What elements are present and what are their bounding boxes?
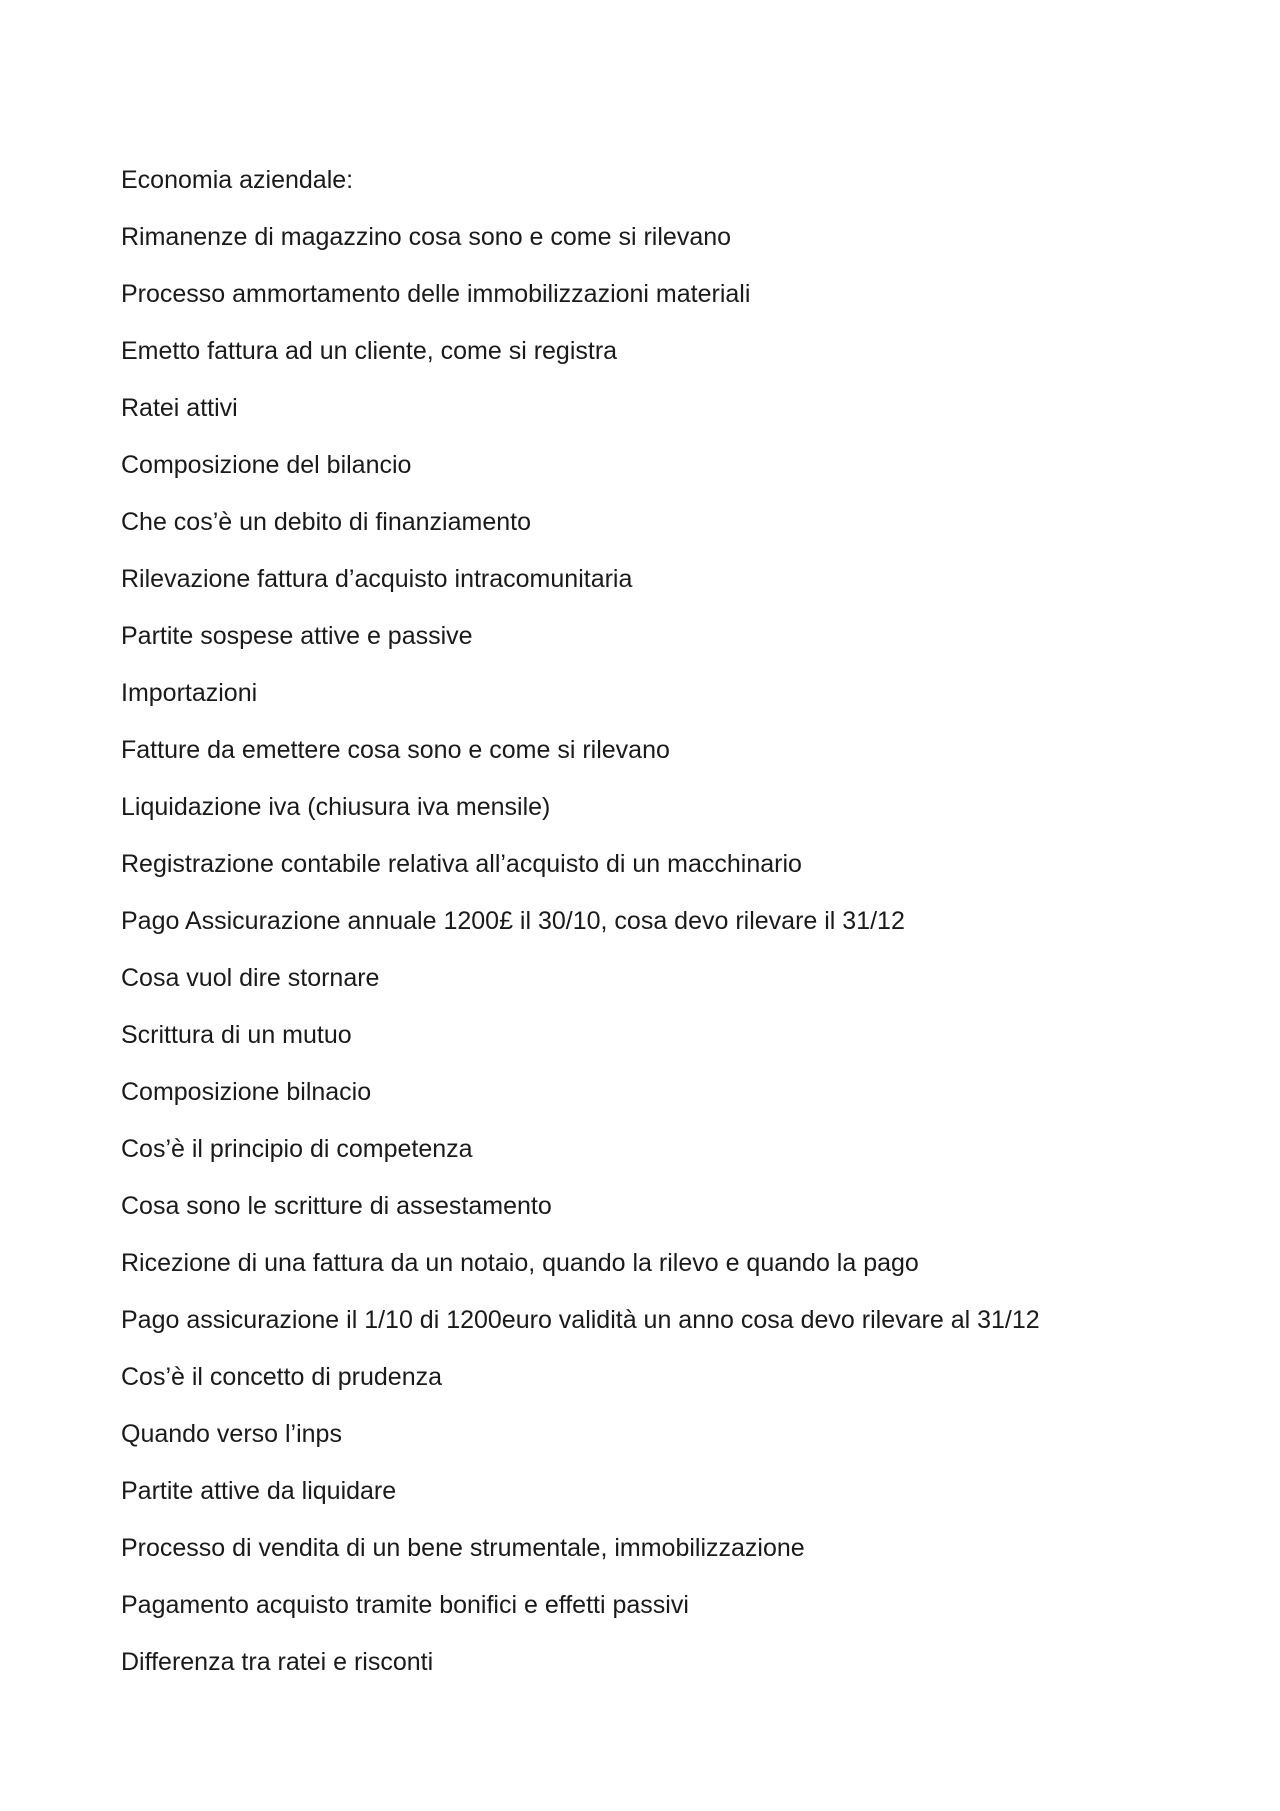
- list-item: Quando verso l’inps: [121, 1420, 342, 1448]
- list-item: Importazioni: [121, 679, 258, 707]
- list-item: Cosa sono le scritture di assestamento: [121, 1192, 552, 1220]
- list-item: Liquidazione iva (chiusura iva mensile): [121, 793, 551, 821]
- list-item: Ratei attivi: [121, 394, 238, 422]
- document-body: [121, 152, 1181, 1691]
- list-item: Rimanenze di magazzino cosa sono e come si rilevano: [121, 223, 732, 251]
- list-item: Ricezione di una fattura da un notaio, quando la rilevo e quando la pago: [121, 1249, 919, 1277]
- list-item: Pagamento acquisto tramite bonifici e effetti passivi: [121, 1591, 689, 1619]
- list-item: Emetto fattura ad un cliente, come si registra: [121, 337, 618, 365]
- list-item: Rilevazione fattura d’acquisto intracomunitaria: [121, 565, 633, 593]
- list-item: Cosa vuol dire stornare: [121, 964, 380, 992]
- list-item: Registrazione contabile relativa all’acquisto di un macchinario: [121, 850, 802, 878]
- list-item: Partite attive da liquidare: [121, 1477, 397, 1505]
- list-item: Processo di vendita di un bene strumentale, immobilizzazione: [121, 1534, 805, 1562]
- list-item: Composizione del bilancio: [121, 451, 412, 479]
- list-item: Fatture da emettere cosa sono e come si rilevano: [121, 736, 670, 764]
- list-item: Che cos’è un debito di finanziamento: [121, 508, 531, 536]
- list-item: Partite sospese attive e passive: [121, 622, 473, 650]
- list-item: Cos’è il principio di competenza: [121, 1135, 473, 1163]
- list-item: Cos’è il concetto di prudenza: [121, 1363, 443, 1391]
- list-item: Differenza tra ratei e risconti: [121, 1648, 434, 1676]
- list-item: Scrittura di un mutuo: [121, 1021, 352, 1049]
- list-item: Pago assicurazione il 1/10 di 1200euro validità un anno cosa devo rilevare al 31/12: [121, 1306, 1040, 1334]
- list-item: Composizione bilnacio: [121, 1078, 372, 1106]
- list-item: Pago Assicurazione annuale 1200£ il 30/10, cosa devo rilevare il 31/12: [121, 907, 905, 935]
- document-heading: Economia aziendale:: [121, 166, 354, 194]
- list-item: Processo ammortamento delle immobilizzazioni materiali: [121, 280, 751, 308]
